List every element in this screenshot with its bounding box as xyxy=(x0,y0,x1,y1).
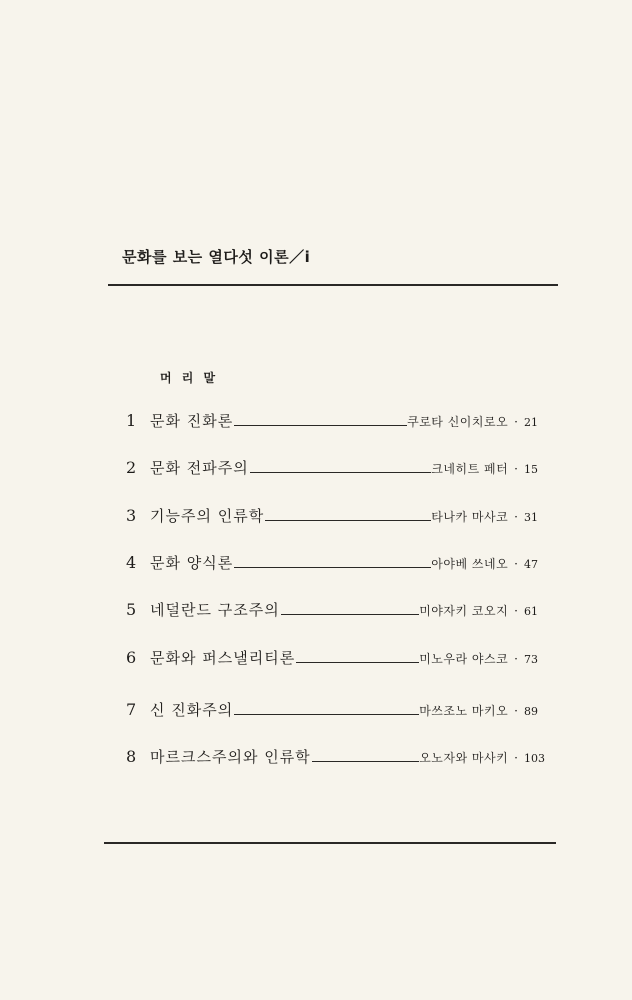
page-number: 31 xyxy=(524,511,538,524)
chapter-author: 쿠로타 신이치로오 xyxy=(407,415,509,429)
leader-line xyxy=(265,520,431,521)
toc-entry xyxy=(126,647,546,677)
leader-line xyxy=(234,714,419,715)
page-number: 15 xyxy=(524,463,538,476)
separator-dot: · xyxy=(514,652,518,666)
chapter-author: 아야베 쓰네오 xyxy=(431,557,509,571)
chapter-author: 마쓰조노 마키오 xyxy=(419,704,509,718)
separator-dot: · xyxy=(514,751,518,765)
toc-entry xyxy=(126,505,546,535)
toc-entry xyxy=(126,746,546,776)
toc-entry xyxy=(126,457,546,487)
chapter-author: 크네히트 페터 xyxy=(431,462,509,476)
toc-entry xyxy=(126,552,546,582)
page-number: 89 xyxy=(524,705,538,718)
chapter-number: 3 xyxy=(126,506,137,525)
top-rule xyxy=(108,284,558,286)
preface-label: 머 리 말 xyxy=(160,371,219,385)
page-number: 61 xyxy=(524,605,538,618)
leader-line xyxy=(234,425,407,426)
page-number: 73 xyxy=(524,653,538,666)
chapter-number: 8 xyxy=(126,747,137,766)
chapter-number: 5 xyxy=(126,600,137,619)
chapter-number: 4 xyxy=(126,553,137,572)
leader-line xyxy=(281,614,420,615)
separator-dot: · xyxy=(514,704,518,718)
chapter-title: 네덜란드 구조주의 xyxy=(150,601,280,619)
separator-dot: · xyxy=(514,415,518,429)
leader-line xyxy=(250,472,432,473)
leader-line xyxy=(312,761,420,762)
toc-entry xyxy=(126,699,546,729)
chapter-title: 신 진화주의 xyxy=(150,701,234,719)
chapter-author: 타나카 마사코 xyxy=(431,510,509,524)
toc-entry xyxy=(126,599,546,629)
separator-dot: · xyxy=(514,557,518,571)
chapter-author: 미야자키 코오지 xyxy=(419,604,509,618)
separator-dot: · xyxy=(514,462,518,476)
chapter-title: 마르크스주의와 인류학 xyxy=(150,748,311,766)
chapter-title: 문화 진화론 xyxy=(150,412,234,430)
toc-entry xyxy=(126,410,546,440)
chapter-author: 미노우라 야스코 xyxy=(419,652,509,666)
page-number: 103 xyxy=(524,752,545,765)
page-number: 47 xyxy=(524,558,538,571)
chapter-title: 문화와 퍼스낼리티론 xyxy=(150,649,296,667)
separator-dot: · xyxy=(514,604,518,618)
chapter-title: 문화 전파주의 xyxy=(150,459,249,477)
chapter-title: 기능주의 인류학 xyxy=(150,507,265,525)
running-header-title: 문화를 보는 열다섯 이론／i xyxy=(122,248,311,266)
chapter-author: 오노자와 마사키 xyxy=(419,751,509,765)
chapter-title: 문화 양식론 xyxy=(150,554,234,572)
page-number: 21 xyxy=(524,416,538,429)
chapter-number: 1 xyxy=(126,411,137,430)
leader-line xyxy=(234,567,431,568)
leader-line xyxy=(296,662,419,663)
chapter-number: 2 xyxy=(126,458,137,477)
separator-dot: · xyxy=(514,510,518,524)
chapter-number: 6 xyxy=(126,648,137,667)
chapter-number: 7 xyxy=(126,700,137,719)
bottom-rule xyxy=(104,842,556,844)
